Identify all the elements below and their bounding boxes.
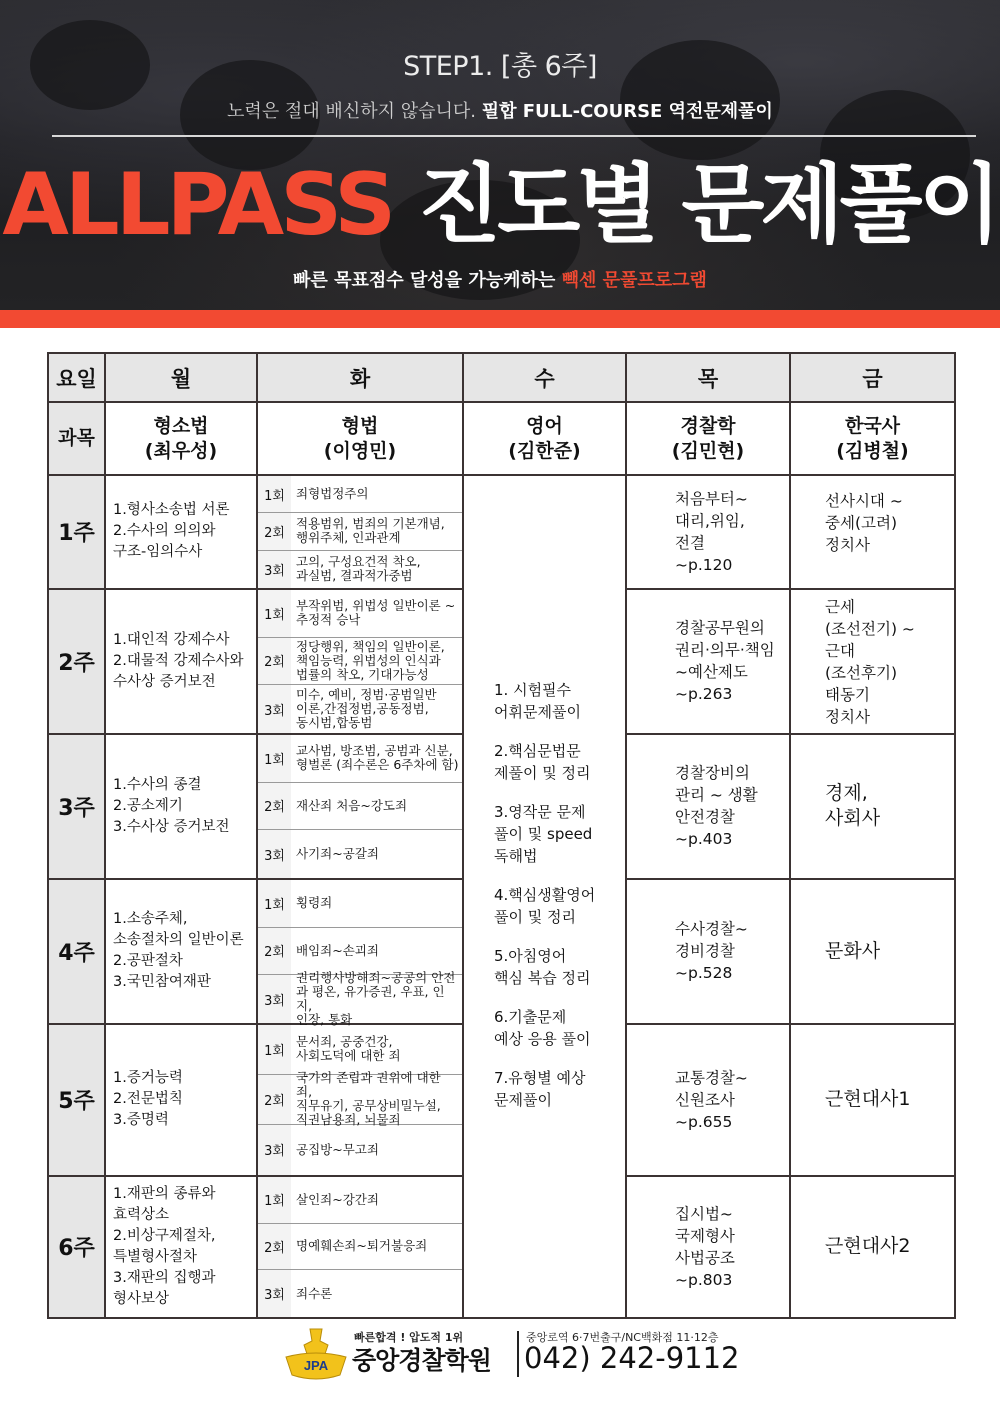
- topic-line: 정치사: [825, 707, 870, 726]
- day-wed: 수: [463, 353, 626, 402]
- day-mon: 월: [105, 353, 257, 402]
- session-topic: [291, 1270, 462, 1317]
- tuesday-sessions: [257, 1176, 463, 1318]
- session-topic-line: 재산죄 처음~강도죄: [296, 797, 408, 813]
- topic-line: ~p.655: [675, 1112, 733, 1131]
- svg-text:JPA: JPA: [303, 1358, 329, 1373]
- session-number: 1회: [258, 1177, 291, 1223]
- week-label: 2주: [48, 589, 105, 734]
- topic-line: ~p.403: [675, 830, 733, 849]
- topic-line: 전결: [675, 533, 705, 552]
- session-row: [258, 1177, 462, 1224]
- monday-topics: [105, 734, 257, 879]
- week-label: 6주: [48, 1176, 105, 1318]
- topic-line: 1.소송주체,: [113, 911, 188, 928]
- topic-line: ~p.528: [675, 964, 733, 983]
- topic-line: (조선전기) ~: [825, 619, 915, 638]
- session-row: [258, 880, 462, 928]
- topic-line: 대리,위임,: [675, 511, 745, 530]
- session-topic: [291, 880, 462, 927]
- topic-line: 구조-임의수사: [113, 544, 203, 561]
- friday-history-topics: [790, 1024, 955, 1176]
- english-item-line: 7.유형별 예상: [494, 1068, 586, 1087]
- english-item-line: 6.기출문제: [494, 1007, 567, 1026]
- session-topic-line: 문서죄, 공중건강,: [296, 1034, 393, 1050]
- thursday-police-topics: [626, 734, 790, 879]
- day-thu: 목: [626, 353, 790, 402]
- jpa-eagle-logo-icon: [284, 1327, 348, 1383]
- topic-line: 2.공판절차: [113, 953, 183, 970]
- session-row: [258, 735, 462, 783]
- topic-line: 관리 ~ 생활: [675, 786, 758, 805]
- english-item-line: 독해법: [494, 846, 538, 865]
- session-row: [258, 685, 462, 733]
- session-topic: [291, 830, 462, 878]
- week-label: 4주: [48, 879, 105, 1024]
- thursday-police-topics: [626, 1176, 790, 1318]
- wednesday-english-topics: [463, 475, 626, 1318]
- topic-line: 1.형사소송법 서론: [113, 502, 230, 519]
- topic-line: 1.재판의 종류와: [113, 1185, 216, 1202]
- session-topic: [291, 928, 462, 975]
- topic-line: ~p.120: [675, 555, 733, 574]
- teacher-name: (김한준): [508, 439, 581, 462]
- session-topic-line: 정당행위, 책임의 일반이론,: [296, 638, 445, 654]
- session-topic-line: 횡령죄: [296, 895, 333, 911]
- topic-line: 사회사: [825, 807, 881, 830]
- subtitle: [0, 266, 1000, 292]
- session-topic-line: 동시범,합동범: [296, 715, 373, 731]
- english-item-line: 핵심 복습 정리: [494, 968, 591, 987]
- session-number: 3회: [258, 830, 291, 878]
- topic-line: 1.수사의 종결: [113, 776, 202, 793]
- session-number: 2회: [258, 1224, 291, 1270]
- english-item: [494, 740, 625, 784]
- monday-topics: [105, 1024, 257, 1176]
- thursday-police-topics: [626, 1024, 790, 1176]
- tuesday-sessions: [257, 475, 463, 589]
- session-topic: [291, 1224, 462, 1270]
- monday-topics: [105, 589, 257, 734]
- thursday-police-topics: [626, 589, 790, 734]
- session-topic-line: 사기죄~공갈죄: [296, 846, 379, 862]
- academy-name: 중앙경찰학원: [352, 1346, 491, 1375]
- friday-history-topics: [790, 734, 955, 879]
- session-number: 2회: [258, 513, 291, 549]
- session-topic-line: 적용범위, 범죄의 기본개념,: [296, 516, 445, 532]
- english-item-line: 3.영작문 문제: [494, 802, 586, 821]
- subtitle-red: 빽센 문풀프로그램: [561, 270, 707, 291]
- title-main: 진도별 문제풀이: [418, 155, 998, 255]
- tuesday-sessions: [257, 879, 463, 1028]
- week-label: 3주: [48, 734, 105, 879]
- topic-line: 형사보상: [113, 1290, 170, 1307]
- topic-line: 3.국민참여재판: [113, 974, 211, 991]
- subject-name: 한국사: [844, 414, 901, 437]
- session-topic-line: 죄수론: [296, 1285, 333, 1301]
- subject-wed: [463, 402, 626, 475]
- session-topic: [291, 638, 462, 685]
- topic-line: 집시법~: [675, 1204, 733, 1223]
- page-title: [0, 150, 1000, 260]
- thursday-police-topics: [626, 475, 790, 589]
- topic-line: 3.재판의 집행과: [113, 1269, 216, 1286]
- topic-line: 근현대사1: [825, 1088, 911, 1111]
- topic-line: (조선후기): [825, 663, 897, 682]
- session-number: 3회: [258, 685, 291, 733]
- hero-banner: [0, 0, 1000, 310]
- subject-name: 경찰학: [680, 414, 736, 437]
- english-item-line: 5.아침영어: [494, 946, 567, 965]
- session-topic-line: 행위주체, 인과관계: [296, 530, 401, 546]
- tuesday-sessions: [257, 1024, 463, 1176]
- week-row: [48, 475, 955, 589]
- tagline-light: 노력은 절대 배신하지 않습니다.: [227, 101, 476, 122]
- topic-line: 선사시대 ~: [825, 492, 903, 510]
- subtitle-white: 빠른 목표점수 달성을 가능케하는: [293, 270, 556, 291]
- session-topic-line: 권리행사방해죄~공공의 안전: [296, 970, 456, 986]
- session-topic-line: 국가의 존립과 권위에 대한 죄,: [296, 1070, 441, 1100]
- topic-line: 2.비상구제절차,: [113, 1227, 216, 1244]
- session-number: 3회: [258, 1125, 291, 1175]
- session-row: [258, 590, 462, 638]
- topic-line: 3.증명력: [113, 1112, 169, 1129]
- english-item-line: 풀이 및 speed: [494, 824, 593, 843]
- english-item-line: 문제풀이: [494, 1090, 552, 1109]
- topic-line: ~예산제도: [675, 663, 748, 682]
- session-row: [258, 1070, 462, 1128]
- session-topic: [291, 735, 462, 782]
- session-topic-line: 미수, 예비, 정범·공범일반: [296, 687, 437, 703]
- friday-history-topics: [790, 589, 955, 734]
- topic-line: 정치사: [825, 536, 870, 554]
- topic-line: 문화사: [825, 939, 881, 962]
- session-topic-line: 법률의 착오, 기대가능성: [296, 666, 429, 682]
- session-number: 2회: [258, 638, 291, 685]
- english-item: [494, 1067, 625, 1111]
- session-number: 3회: [258, 975, 291, 1023]
- day-fri: 금: [790, 353, 955, 402]
- session-topic-line: 과실범, 결과적가중범: [296, 568, 413, 584]
- english-item: [494, 945, 625, 989]
- day-header-row: [48, 353, 955, 402]
- session-topic-line: 과 평온, 유가증권, 우표, 인지,: [296, 984, 445, 1014]
- session-topic-line: 직권남용죄, 뇌물죄: [296, 1112, 401, 1128]
- session-topic-line: 배임죄~손괴죄: [296, 942, 379, 958]
- topic-line: 특별형사절차: [113, 1248, 198, 1265]
- session-topic: [291, 551, 462, 588]
- subject-thu: [626, 402, 790, 475]
- subject-label: 과목: [48, 402, 105, 475]
- week-label: 5주: [48, 1024, 105, 1176]
- day-tue: 화: [257, 353, 463, 402]
- topic-line: 수사상 증거보전: [113, 673, 216, 690]
- subject-name: 영어: [526, 414, 563, 437]
- session-row: [258, 638, 462, 686]
- teacher-name: (이영민): [323, 439, 397, 462]
- session-topic: [291, 685, 462, 733]
- teacher-name: (김민현): [671, 439, 745, 462]
- topic-line: 근세: [825, 597, 855, 616]
- session-number: 2회: [258, 783, 291, 830]
- session-topic-line: 이론,간접정범,공동정범,: [296, 701, 429, 717]
- subject-row: [48, 402, 955, 475]
- session-row: [258, 551, 462, 588]
- session-number: 1회: [258, 590, 291, 637]
- session-topic: [291, 1070, 462, 1128]
- session-topic: [291, 1125, 462, 1175]
- subject-name: 형소법: [153, 414, 209, 437]
- address: 중앙로역 6·7번출구/NC백화점 11·12층: [526, 1331, 719, 1344]
- session-topic: [291, 970, 462, 1028]
- friday-history-topics: [790, 475, 955, 589]
- monday-topics: [105, 879, 257, 1024]
- session-topic-line: 죄형법정주의: [296, 486, 369, 502]
- topic-line: 1.대인적 강제수사: [113, 631, 230, 648]
- topic-line: 신원조사: [675, 1090, 735, 1109]
- session-topic-line: 명예훼손죄~퇴거불응죄: [296, 1238, 428, 1254]
- topic-line: 교통경찰~: [675, 1068, 748, 1087]
- session-row: [258, 783, 462, 831]
- session-topic-line: 책임능력, 위법성의 인식과: [296, 652, 441, 668]
- topic-line: 경제,: [825, 782, 868, 805]
- tuesday-sessions: [257, 589, 463, 734]
- session-row: [258, 970, 462, 1028]
- session-topic: [291, 476, 462, 512]
- session-row: [258, 830, 462, 878]
- session-topic: [291, 590, 462, 637]
- topic-line: 2.전문법칙: [113, 1091, 183, 1108]
- monday-topics: [105, 1176, 257, 1318]
- header-label: 요일: [48, 353, 105, 402]
- english-item-line: 1. 시험필수: [494, 680, 572, 699]
- session-row: [258, 1270, 462, 1317]
- session-topic: [291, 1177, 462, 1223]
- topic-line: 경찰공무원의: [675, 619, 765, 638]
- english-item: [494, 1006, 625, 1050]
- session-topic-line: 형벌론 (죄수론은 6주차에 함): [296, 757, 459, 773]
- session-topic-line: 추정적 승낙: [296, 612, 361, 628]
- topic-line: 국제형사: [675, 1226, 735, 1245]
- subject-tue: [257, 402, 463, 475]
- topic-line: ~p.263: [675, 685, 733, 704]
- topic-line: 근대: [825, 641, 855, 660]
- topic-line: 중세(고려): [825, 514, 897, 532]
- subject-mon: [105, 402, 257, 475]
- tagline-bold: 필합 FULL-COURSE 역전문제풀이: [481, 101, 773, 122]
- topic-line: 처음부터~: [675, 489, 748, 508]
- topic-line: 3.수사상 증거보전: [113, 818, 230, 835]
- session-topic: [291, 1025, 462, 1074]
- english-item-line: 풀이 및 정리: [494, 907, 576, 926]
- session-topic-line: 인장, 통화: [296, 1012, 353, 1028]
- accent-bar: [0, 310, 1000, 328]
- topic-line: 2.대물적 강제수사와: [113, 652, 244, 669]
- hero-divider: [52, 135, 976, 137]
- session-row: [258, 1224, 462, 1271]
- topic-line: 권리·의무·책임: [675, 641, 775, 660]
- topic-line: 효력상소: [113, 1206, 170, 1223]
- session-topic-line: 사회도덕에 대한 죄: [296, 1048, 401, 1064]
- topic-line: 경비경찰: [675, 942, 735, 961]
- subject-name: 형법: [341, 414, 379, 437]
- phone-number[interactable]: 042) 242-9112: [524, 1341, 740, 1375]
- slogan: 빠른합격 ! 압도적 1위: [354, 1331, 464, 1344]
- topic-line: ~p.803: [675, 1270, 733, 1289]
- session-row: [258, 513, 462, 550]
- friday-history-topics: [790, 1176, 955, 1318]
- week-label: 1주: [48, 475, 105, 589]
- session-number: 2회: [258, 1075, 291, 1124]
- session-row: [258, 928, 462, 976]
- session-topic: [291, 513, 462, 549]
- session-number: 1회: [258, 476, 291, 512]
- english-item: [494, 884, 625, 928]
- session-topic: [291, 783, 462, 830]
- title-accent: ALLPASS: [2, 155, 393, 255]
- step-label: STEP1. [총 6주]: [403, 51, 597, 82]
- subject-fri: [790, 402, 955, 475]
- session-topic-line: 고의, 구성요건적 착오,: [296, 554, 421, 570]
- friday-history-topics: [790, 879, 955, 1024]
- session-number: 3회: [258, 551, 291, 588]
- session-topic-line: 교사범, 방조범, 공범과 신분,: [296, 743, 453, 759]
- session-number: 1회: [258, 735, 291, 782]
- english-item-line: 어휘문제풀이: [494, 702, 581, 721]
- topic-line: 경찰장비의: [675, 764, 750, 783]
- session-topic-line: 직무유기, 공무상비밀누설,: [296, 1098, 441, 1114]
- topic-line: 사법공조: [675, 1248, 735, 1267]
- english-item-line: 2.핵심문법문: [494, 741, 581, 760]
- topic-line: 수사경찰~: [675, 920, 748, 939]
- english-item-line: 4.핵심생활영어: [494, 885, 596, 904]
- monday-topics: [105, 475, 257, 589]
- topic-line: 1.증거능력: [113, 1070, 183, 1087]
- english-item-line: 예상 응용 풀이: [494, 1029, 591, 1048]
- footer: [280, 1325, 740, 1385]
- teacher-name: (최우성): [144, 439, 218, 462]
- session-number: 1회: [258, 1025, 291, 1074]
- english-item-line: 제풀이 및 정리: [494, 763, 591, 782]
- session-number: 3회: [258, 1270, 291, 1317]
- session-row: [258, 1125, 462, 1175]
- schedule-table: [47, 352, 956, 1319]
- session-row: [258, 476, 462, 513]
- session-row: [258, 1025, 462, 1075]
- session-topic-line: 살인죄~강간죄: [296, 1191, 379, 1207]
- english-item: [494, 801, 625, 867]
- footer-separator: [517, 1331, 519, 1377]
- tuesday-sessions: [257, 734, 463, 879]
- topic-line: 2.수사의 의의와: [113, 523, 216, 540]
- topic-line: 근현대사2: [825, 1235, 911, 1258]
- session-topic-line: 부작위범, 위법성 일반이론 ~: [296, 598, 456, 614]
- session-number: 2회: [258, 928, 291, 975]
- topic-line: 2.공소제기: [113, 797, 183, 814]
- thursday-police-topics: [626, 879, 790, 1024]
- session-number: 1회: [258, 880, 291, 927]
- tagline: [0, 97, 1000, 123]
- session-topic-line: 공집방~무고죄: [296, 1141, 379, 1157]
- topic-line: 안전경찰: [675, 808, 735, 827]
- topic-line: 소송절차의 일반이론: [113, 932, 244, 949]
- teacher-name: (김병철): [836, 439, 909, 462]
- topic-line: 태동기: [825, 685, 870, 704]
- english-item: [494, 679, 625, 723]
